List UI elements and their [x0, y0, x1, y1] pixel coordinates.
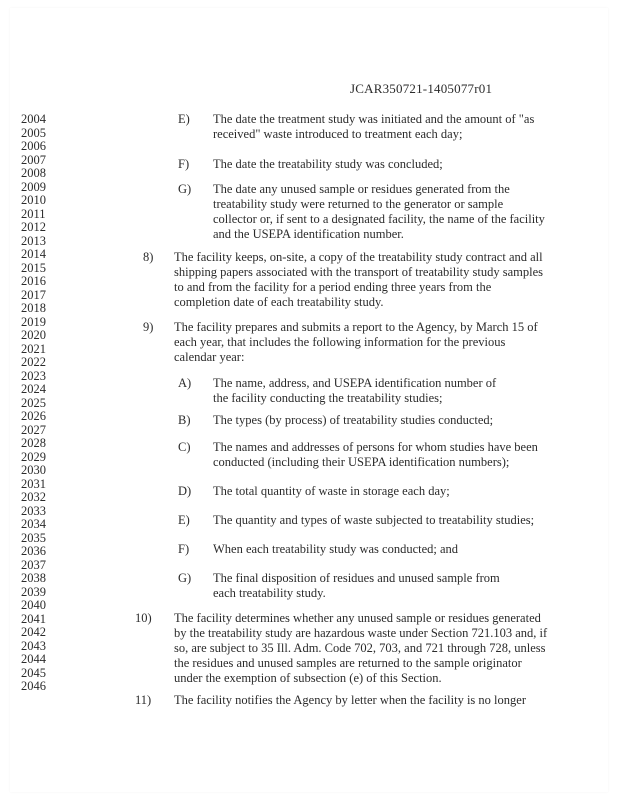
line-number: 2005 — [21, 125, 46, 140]
line-number: 2016 — [21, 274, 46, 288]
item-text: The final disposition of residues and unused sample from each treatability study. — [213, 571, 500, 600]
line-number: 2019 — [21, 314, 46, 329]
item-text: The date the treatment study was initiated and the amount of "as received" waste introduced to treatment each day; — [213, 112, 535, 141]
item-label: F) — [178, 157, 190, 171]
line-number: 2032 — [21, 490, 46, 504]
line-number: 2040 — [21, 598, 46, 612]
line-number: 2037 — [21, 557, 46, 572]
line-number: 2045 — [21, 665, 46, 680]
item-label: A) — [178, 376, 192, 390]
line-number: 2036 — [21, 544, 46, 558]
line-number: 2035 — [21, 530, 46, 545]
item-label: G) — [178, 571, 192, 585]
line-number: 2025 — [21, 395, 46, 410]
line-number: 2007 — [21, 152, 46, 167]
item-label: E) — [178, 513, 190, 527]
line-number: 2038 — [21, 571, 46, 585]
item-text: The total quantity of waste in storage each day; — [213, 484, 450, 498]
line-number: 2031 — [21, 476, 46, 491]
item-label: C) — [178, 440, 191, 454]
item-text: The date the treatability study was concluded; — [213, 157, 443, 171]
item-label: G) — [178, 182, 192, 196]
line-number: 2039 — [21, 584, 46, 599]
line-number: 2021 — [21, 341, 46, 356]
line-number: 2008 — [21, 166, 46, 180]
line-number: 2022 — [21, 355, 46, 369]
item-label: 9) — [143, 320, 154, 334]
line-number: 2012 — [21, 220, 46, 234]
line-number: 2044 — [21, 652, 46, 666]
line-number: 2030 — [21, 463, 46, 477]
line-number: 2009 — [21, 179, 46, 194]
item-text: When each treatability study was conducted; and — [213, 542, 459, 556]
document-id: JCAR350721-1405077r01 — [350, 81, 493, 96]
item-label: D) — [178, 484, 192, 498]
item-label: B) — [178, 413, 191, 427]
item-label: 8) — [143, 250, 154, 264]
line-number: 2010 — [21, 193, 46, 207]
line-number: 2024 — [21, 382, 46, 396]
line-number: 2023 — [21, 368, 46, 383]
item-text: The facility prepares and submits a report to the Agency, by March 15 of each year, that includes the following information for the previous calendar year: — [174, 320, 538, 364]
line-number: 2017 — [21, 287, 46, 302]
item-text: The date any unused sample or residues generated from the treatability study were returned to the generator or sample collector or, if sent to a designated facility, the name of the facility and the USEPA identification number. — [213, 182, 545, 241]
item-label: F) — [178, 542, 190, 556]
line-number: 2020 — [21, 328, 46, 342]
document-page — [10, 8, 608, 792]
item-text: The name, address, and USEPA identification number of the facility conducting the treatability studies; — [213, 376, 497, 405]
item-text: The names and addresses of persons for whom studies have been conducted (including their USEPA identification numbers); — [213, 440, 538, 469]
item-text: The facility keeps, on-site, a copy of the treatability study contract and all shipping papers associated with the transport of treatability study samples to and from the facility for a period ending three years from the completion date of each treatability study. — [174, 250, 544, 309]
line-number: 2026 — [21, 409, 46, 423]
item-label: E) — [178, 112, 190, 126]
item-label: 10) — [135, 611, 152, 625]
line-number: 2046 — [21, 679, 46, 693]
item-text: The facility determines whether any unused sample or residues generated by the treatability study are hazardous waste under Section 721.103 and, if so, are subject to 35 Ill. Adm. Code 702, 703, and 721 through 728, unless the residues and unused samples are returned to the sample originator under the exemption of subsection (e) of this Section. — [174, 611, 548, 685]
item-text: The quantity and types of waste subjected to treatability studies; — [213, 513, 535, 527]
line-number: 2011 — [21, 206, 46, 221]
line-number: 2014 — [21, 247, 46, 261]
item-label: 11) — [135, 693, 152, 707]
line-number: 2027 — [21, 422, 46, 437]
line-number: 2013 — [21, 233, 46, 248]
item-text: The facility notifies the Agency by letter when the facility is no longer — [174, 693, 526, 707]
line-number: 2004 — [21, 112, 46, 126]
line-number: 2033 — [21, 503, 46, 518]
line-number: 2042 — [21, 625, 46, 639]
line-number: 2029 — [21, 449, 46, 464]
line-number: 2006 — [21, 139, 46, 153]
item-text: The types (by process) of treatability studies conducted; — [213, 413, 494, 427]
line-number: 2043 — [21, 638, 46, 653]
line-number: 2028 — [21, 436, 46, 450]
line-number: 2034 — [21, 517, 46, 531]
line-number: 2015 — [21, 260, 46, 275]
line-number: 2018 — [21, 301, 46, 315]
line-number: 2041 — [21, 611, 46, 626]
